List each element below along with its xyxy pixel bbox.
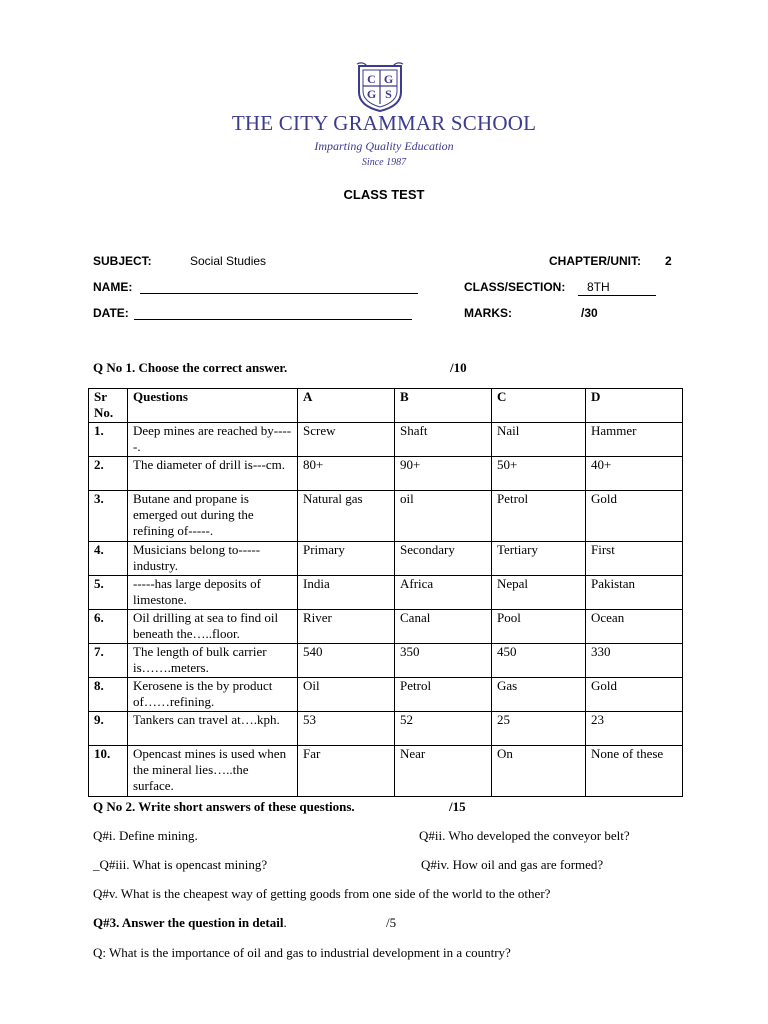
option-a[interactable]: Screw (298, 423, 395, 457)
question-text: Kerosene is the by product of……refining. (128, 678, 298, 712)
chapter-label: CHAPTER/UNIT: (549, 254, 641, 268)
option-c[interactable]: Nail (492, 423, 586, 457)
q3-heading-line (93, 915, 287, 931)
q3-heading-period: . (283, 915, 287, 930)
option-c[interactable]: Petrol (492, 491, 586, 542)
option-a[interactable]: 80+ (298, 457, 395, 491)
option-b[interactable]: 52 (395, 712, 492, 746)
short-question: Q#ii. Who developed the conveyor belt? (419, 828, 630, 843)
q2-marks: /15 (449, 799, 466, 814)
option-b[interactable]: 350 (395, 644, 492, 678)
row-number: 8. (89, 678, 128, 712)
q1-marks: /10 (450, 360, 467, 375)
table-row (89, 457, 683, 491)
marks-label: MARKS: (464, 306, 512, 320)
table-row (89, 423, 683, 457)
name-field[interactable] (140, 280, 418, 294)
option-d[interactable]: None of these (586, 746, 683, 797)
row-number: 3. (89, 491, 128, 542)
option-a[interactable]: Far (298, 746, 395, 797)
total-marks: /30 (581, 306, 598, 320)
question-text: The diameter of drill is---cm. (128, 457, 298, 491)
option-c[interactable]: Pool (492, 610, 586, 644)
question-text: Opencast mines is used when the mineral lies…..the surface. (128, 746, 298, 797)
table-row (89, 576, 683, 610)
short-question: Q#iv. How oil and gas are formed? (421, 857, 604, 872)
option-d[interactable]: 330 (586, 644, 683, 678)
column-header-a: A (298, 389, 395, 423)
table-row (89, 678, 683, 712)
subject-label: SUBJECT: (93, 254, 152, 268)
option-b[interactable]: Near (395, 746, 492, 797)
row-number: 4. (89, 542, 128, 576)
option-c[interactable]: On (492, 746, 586, 797)
question-text: Deep mines are reached by-----. (128, 423, 298, 457)
q3-marks: /5 (386, 915, 397, 930)
option-d[interactable]: 23 (586, 712, 683, 746)
table-row (89, 746, 683, 797)
column-header-c: C (492, 389, 586, 423)
class-section-label: CLASS/SECTION: (464, 280, 566, 294)
table-row (89, 644, 683, 678)
option-d[interactable]: Gold (586, 678, 683, 712)
option-b[interactable]: Petrol (395, 678, 492, 712)
option-d[interactable]: 40+ (586, 457, 683, 491)
short-question: _Q#iii. What is opencast mining? (93, 857, 268, 872)
column-header-b: B (395, 389, 492, 423)
option-b[interactable]: Canal (395, 610, 492, 644)
school-name: THE CITY GRAMMAR SCHOOL (231, 111, 537, 135)
date-field[interactable] (134, 306, 412, 320)
row-number: 5. (89, 576, 128, 610)
table-row (89, 491, 683, 542)
detail-question: Q: What is the importance of oil and gas to industrial development in a country? (93, 945, 511, 960)
class-section-value: 8TH (587, 280, 610, 294)
page-title: CLASS TEST (343, 187, 425, 202)
logo-letter: C (367, 72, 376, 86)
option-c[interactable]: 50+ (492, 457, 586, 491)
row-number: 1. (89, 423, 128, 457)
option-c[interactable]: 450 (492, 644, 586, 678)
option-a[interactable]: River (298, 610, 395, 644)
date-label: DATE: (93, 306, 129, 320)
row-number: 2. (89, 457, 128, 491)
option-a[interactable]: Primary (298, 542, 395, 576)
option-c[interactable]: Nepal (492, 576, 586, 610)
short-question: Q#i. Define mining. (93, 828, 198, 843)
option-d[interactable]: Hammer (586, 423, 683, 457)
row-number: 6. (89, 610, 128, 644)
subject-value: Social Studies (190, 254, 267, 268)
option-a[interactable]: India (298, 576, 395, 610)
option-b[interactable]: oil (395, 491, 492, 542)
q2-heading: Q No 2. Write short answers of these questions. (93, 799, 355, 814)
logo-letter: G (383, 72, 394, 86)
row-number: 10. (89, 746, 128, 797)
option-d[interactable]: Pakistan (586, 576, 683, 610)
logo-letter: G (366, 87, 377, 101)
question-text: Butane and propane is emerged out during the refining of-----. (128, 491, 298, 542)
name-label: NAME: (93, 280, 133, 294)
table-row (89, 610, 683, 644)
question-text: Oil drilling at sea to find oil beneath the…..floor. (128, 610, 298, 644)
q1-heading: Q No 1. Choose the correct answer. (93, 360, 288, 375)
mcq-table (88, 388, 683, 797)
row-number: 7. (89, 644, 128, 678)
option-b[interactable]: Shaft (395, 423, 492, 457)
question-text: -----has large deposits of limestone. (128, 576, 298, 610)
option-b[interactable]: Africa (395, 576, 492, 610)
question-text: Tankers can travel at….kph. (128, 712, 298, 746)
table-row (89, 542, 683, 576)
short-question: Q#v. What is the cheapest way of getting goods from one side of the world to the other? (93, 886, 551, 901)
column-header-d: D (586, 389, 683, 423)
option-d[interactable]: First (586, 542, 683, 576)
class-section-field[interactable] (578, 280, 656, 296)
q3-heading: Q#3. Answer the question in detail (93, 915, 284, 930)
school-crest-logo (353, 62, 407, 112)
table-row (89, 712, 683, 746)
question-text: The length of bulk carrier is…….meters. (128, 644, 298, 678)
option-d[interactable]: Ocean (586, 610, 683, 644)
table-header-row (89, 389, 683, 423)
school-since: Since 1987 (361, 157, 407, 168)
option-c[interactable]: Tertiary (492, 542, 586, 576)
row-number: 9. (89, 712, 128, 746)
option-a[interactable]: 540 (298, 644, 395, 678)
option-b[interactable]: 90+ (395, 457, 492, 491)
question-text: Musicians belong to----- industry. (128, 542, 298, 576)
option-a[interactable]: 53 (298, 712, 395, 746)
option-d[interactable]: Gold (586, 491, 683, 542)
school-tagline: Imparting Quality Education (314, 139, 454, 153)
option-a[interactable]: Natural gas (298, 491, 395, 542)
option-a[interactable]: Oil (298, 678, 395, 712)
option-c[interactable]: Gas (492, 678, 586, 712)
logo-letter: S (385, 87, 392, 101)
option-b[interactable]: Secondary (395, 542, 492, 576)
column-header-questions: Questions (128, 389, 298, 423)
column-header-sr: Sr No. (89, 389, 128, 423)
chapter-value: 2 (665, 254, 672, 268)
option-c[interactable]: 25 (492, 712, 586, 746)
